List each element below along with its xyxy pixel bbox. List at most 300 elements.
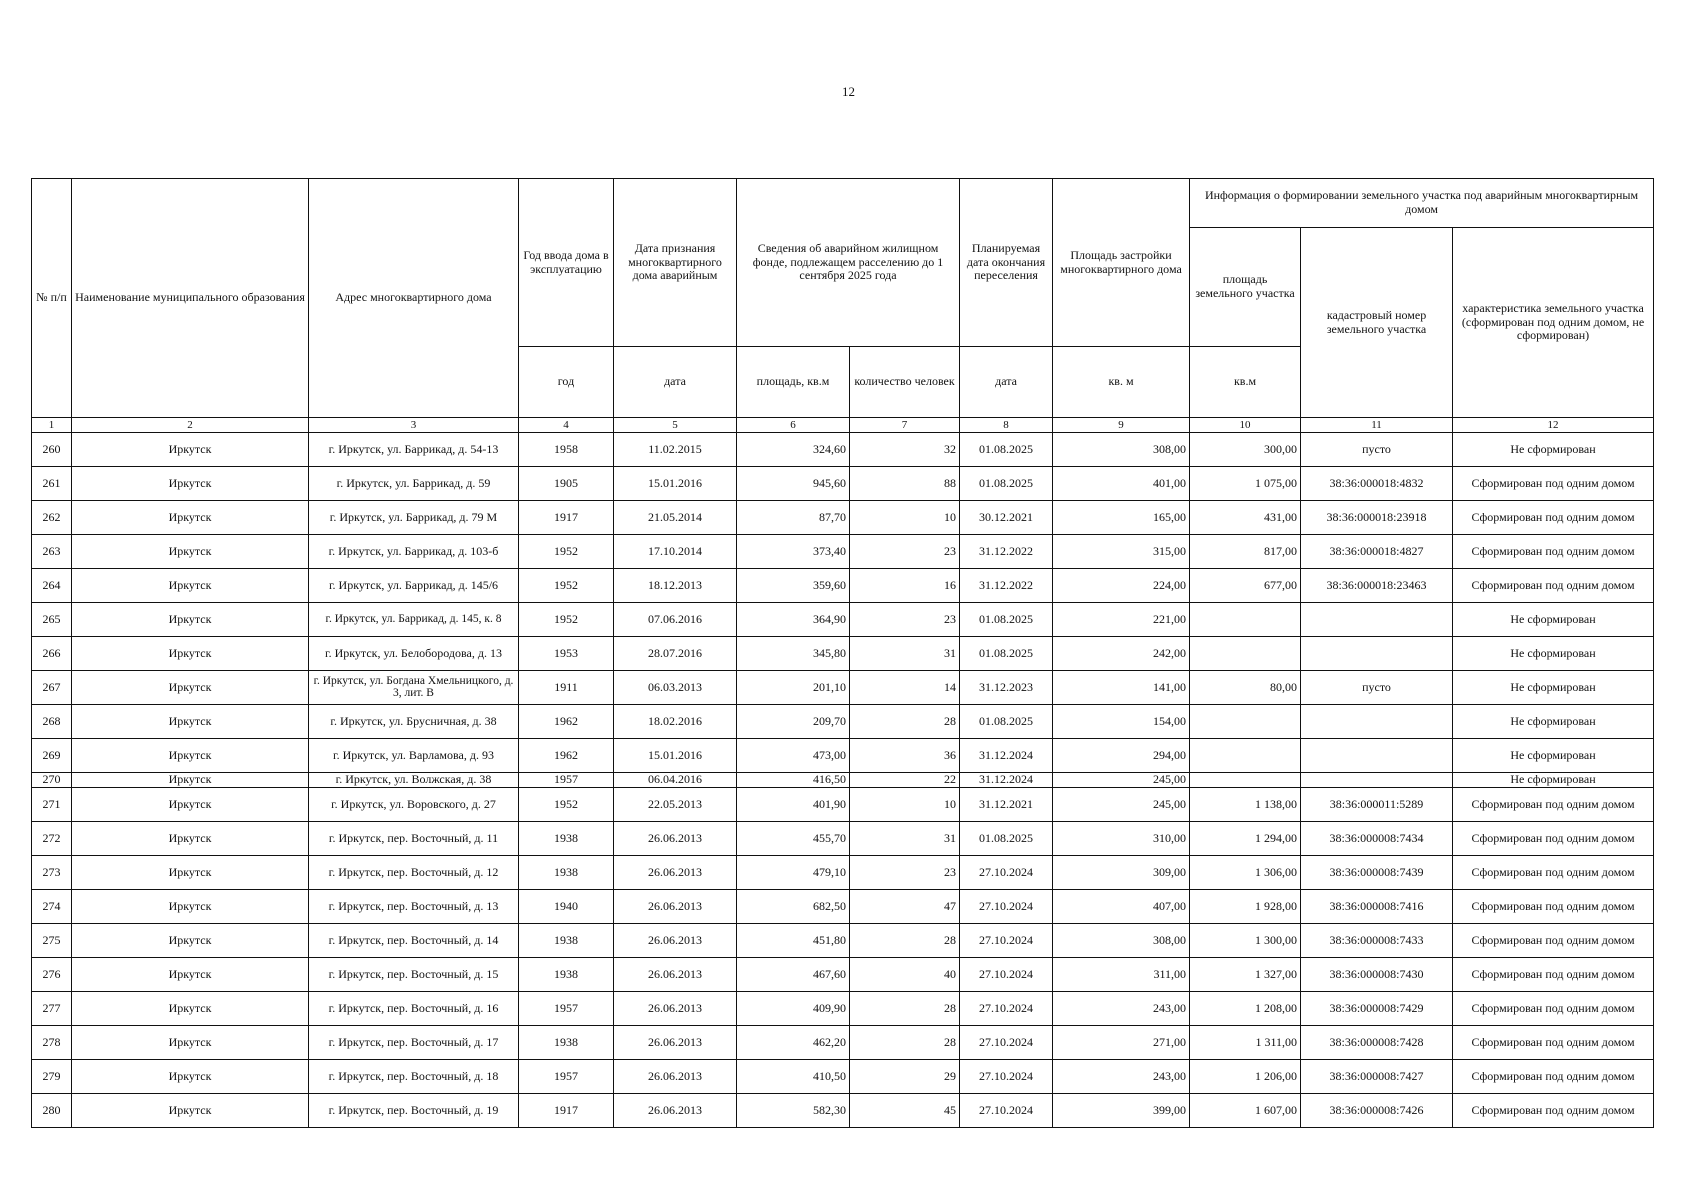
cell-row-number: 265 <box>32 603 72 637</box>
cell-address: г. Иркутск, пер. Восточный, д. 19 <box>309 1094 519 1128</box>
cell-people: 47 <box>850 890 960 924</box>
cell-land-status: Сформирован под одним домом <box>1453 924 1654 958</box>
cell-people: 32 <box>850 433 960 467</box>
cell-land-area <box>1190 705 1301 739</box>
cell-building-area: 401,00 <box>1053 467 1190 501</box>
cell-row-number: 272 <box>32 822 72 856</box>
table-row <box>32 671 1654 705</box>
cell-address: г. Иркутск, пер. Восточный, д. 17 <box>309 1026 519 1060</box>
cell-year: 1938 <box>519 958 614 992</box>
cell-year: 1952 <box>519 535 614 569</box>
cell-area: 201,10 <box>737 671 850 705</box>
cell-area: 209,70 <box>737 705 850 739</box>
cell-area: 324,60 <box>737 433 850 467</box>
cell-land-area <box>1190 739 1301 773</box>
cell-land-area <box>1190 773 1301 788</box>
cell-cadastral-number: пусто <box>1301 433 1453 467</box>
cell-municipality: Иркутск <box>72 705 309 739</box>
cell-area: 416,50 <box>737 773 850 788</box>
cell-area: 345,80 <box>737 637 850 671</box>
column-number: 5 <box>614 418 737 433</box>
cell-address: г. Иркутск, ул. Богдана Хмельницкого, д. 3, лит. В <box>309 671 519 705</box>
cell-row-number: 270 <box>32 773 72 788</box>
cell-building-area: 243,00 <box>1053 1060 1190 1094</box>
cell-land-status: Сформирован под одним домом <box>1453 1026 1654 1060</box>
cell-land-status: Сформирован под одним домом <box>1453 569 1654 603</box>
column-number: 8 <box>960 418 1053 433</box>
cell-land-area: 1 928,00 <box>1190 890 1301 924</box>
cell-cadastral-number <box>1301 637 1453 671</box>
cell-row-number: 280 <box>32 1094 72 1128</box>
cell-year: 1938 <box>519 856 614 890</box>
cell-cadastral-number <box>1301 773 1453 788</box>
cell-address: г. Иркутск, ул. Баррикад, д. 145, к. 8 <box>309 603 519 637</box>
cell-municipality: Иркутск <box>72 569 309 603</box>
cell-cadastral-number: 38:36:000008:7426 <box>1301 1094 1453 1128</box>
cell-land-area: 1 311,00 <box>1190 1026 1301 1060</box>
cell-year: 1917 <box>519 1094 614 1128</box>
cell-area: 359,60 <box>737 569 850 603</box>
cell-emergency-date: 26.06.2013 <box>614 1060 737 1094</box>
cell-area: 582,30 <box>737 1094 850 1128</box>
cell-emergency-date: 26.06.2013 <box>614 822 737 856</box>
cell-people: 36 <box>850 739 960 773</box>
cell-people: 29 <box>850 1060 960 1094</box>
cell-people: 16 <box>850 569 960 603</box>
table-row <box>32 705 1654 739</box>
cell-planned-date: 01.08.2025 <box>960 705 1053 739</box>
cell-building-area: 310,00 <box>1053 822 1190 856</box>
unit-date: дата <box>614 347 737 418</box>
emergency-housing-table <box>31 178 1654 1128</box>
table-row <box>32 890 1654 924</box>
cell-emergency-date: 15.01.2016 <box>614 467 737 501</box>
unit-area: площадь, кв.м <box>737 347 850 418</box>
table-row <box>32 924 1654 958</box>
cell-municipality: Иркутск <box>72 637 309 671</box>
unit-land-area: кв.м <box>1190 347 1301 418</box>
cell-emergency-date: 06.04.2016 <box>614 773 737 788</box>
cell-emergency-date: 22.05.2013 <box>614 788 737 822</box>
cell-land-area: 677,00 <box>1190 569 1301 603</box>
cell-municipality: Иркутск <box>72 788 309 822</box>
cell-year: 1938 <box>519 1026 614 1060</box>
header-land-info: Информация о формировании земельного участка под аварийным многоквартирным домом <box>1190 179 1654 228</box>
cell-row-number: 277 <box>32 992 72 1026</box>
cell-row-number: 268 <box>32 705 72 739</box>
cell-year: 1938 <box>519 822 614 856</box>
cell-land-status: Не сформирован <box>1453 433 1654 467</box>
cell-address: г. Иркутск, ул. Варламова, д. 93 <box>309 739 519 773</box>
table-row <box>32 501 1654 535</box>
cell-area: 401,90 <box>737 788 850 822</box>
cell-cadastral-number: 38:36:000018:4832 <box>1301 467 1453 501</box>
cell-cadastral-number: 38:36:000018:23918 <box>1301 501 1453 535</box>
cell-planned-date: 30.12.2021 <box>960 501 1053 535</box>
cell-people: 88 <box>850 467 960 501</box>
cell-municipality: Иркутск <box>72 958 309 992</box>
cell-building-area: 311,00 <box>1053 958 1190 992</box>
table-row <box>32 773 1654 788</box>
cell-emergency-date: 26.06.2013 <box>614 992 737 1026</box>
cell-year: 1962 <box>519 705 614 739</box>
cell-cadastral-number: 38:36:000011:5289 <box>1301 788 1453 822</box>
column-number: 12 <box>1453 418 1654 433</box>
cell-building-area: 245,00 <box>1053 773 1190 788</box>
cell-address: г. Иркутск, ул. Белобородова, д. 13 <box>309 637 519 671</box>
cell-address: г. Иркутск, пер. Восточный, д. 11 <box>309 822 519 856</box>
header-planned-date: Планируемая дата окончания переселения <box>960 179 1053 347</box>
cell-area: 87,70 <box>737 501 850 535</box>
cell-people: 40 <box>850 958 960 992</box>
cell-municipality: Иркутск <box>72 822 309 856</box>
cell-land-status: Не сформирован <box>1453 739 1654 773</box>
cell-municipality: Иркутск <box>72 739 309 773</box>
table-row <box>32 958 1654 992</box>
cell-row-number: 276 <box>32 958 72 992</box>
header-emergency-date: Дата признания многоквартирного дома аварийным <box>614 179 737 347</box>
cell-emergency-date: 21.05.2014 <box>614 501 737 535</box>
cell-year: 1957 <box>519 992 614 1026</box>
cell-area: 373,40 <box>737 535 850 569</box>
cell-people: 31 <box>850 822 960 856</box>
cell-emergency-date: 26.06.2013 <box>614 1026 737 1060</box>
cell-address: г. Иркутск, ул. Брусничная, д. 38 <box>309 705 519 739</box>
header-municipality: Наименование муниципального образования <box>72 179 309 418</box>
cell-cadastral-number: 38:36:000008:7429 <box>1301 992 1453 1026</box>
cell-land-status: Сформирован под одним домом <box>1453 1060 1654 1094</box>
cell-people: 23 <box>850 535 960 569</box>
column-number: 9 <box>1053 418 1190 433</box>
cell-emergency-date: 11.02.2015 <box>614 433 737 467</box>
cell-land-status: Сформирован под одним домом <box>1453 958 1654 992</box>
cell-row-number: 269 <box>32 739 72 773</box>
cell-year: 1957 <box>519 773 614 788</box>
cell-emergency-date: 07.06.2016 <box>614 603 737 637</box>
cell-municipality: Иркутск <box>72 467 309 501</box>
cell-planned-date: 27.10.2024 <box>960 856 1053 890</box>
cell-address: г. Иркутск, пер. Восточный, д. 14 <box>309 924 519 958</box>
cell-people: 10 <box>850 501 960 535</box>
cell-land-status: Сформирован под одним домом <box>1453 1094 1654 1128</box>
cell-building-area: 221,00 <box>1053 603 1190 637</box>
table-row <box>32 992 1654 1026</box>
header-cadastral-number: кадастровый номер земельного участка <box>1301 228 1453 418</box>
cell-row-number: 264 <box>32 569 72 603</box>
cell-land-status: Не сформирован <box>1453 637 1654 671</box>
cell-people: 23 <box>850 603 960 637</box>
cell-people: 23 <box>850 856 960 890</box>
cell-building-area: 245,00 <box>1053 788 1190 822</box>
table-row <box>32 788 1654 822</box>
cell-address: г. Иркутск, пер. Восточный, д. 18 <box>309 1060 519 1094</box>
cell-row-number: 263 <box>32 535 72 569</box>
cell-emergency-date: 26.06.2013 <box>614 890 737 924</box>
unit-build-area: кв. м <box>1053 347 1190 418</box>
cell-land-area <box>1190 603 1301 637</box>
cell-land-area: 1 306,00 <box>1190 856 1301 890</box>
cell-municipality: Иркутск <box>72 890 309 924</box>
cell-area: 479,10 <box>737 856 850 890</box>
cell-building-area: 315,00 <box>1053 535 1190 569</box>
cell-building-area: 165,00 <box>1053 501 1190 535</box>
cell-cadastral-number: 38:36:000008:7439 <box>1301 856 1453 890</box>
cell-land-area: 1 138,00 <box>1190 788 1301 822</box>
cell-municipality: Иркутск <box>72 603 309 637</box>
cell-municipality: Иркутск <box>72 433 309 467</box>
cell-row-number: 271 <box>32 788 72 822</box>
cell-planned-date: 01.08.2025 <box>960 603 1053 637</box>
cell-land-status: Не сформирован <box>1453 671 1654 705</box>
cell-land-area: 817,00 <box>1190 535 1301 569</box>
cell-people: 28 <box>850 924 960 958</box>
cell-building-area: 271,00 <box>1053 1026 1190 1060</box>
cell-land-area: 80,00 <box>1190 671 1301 705</box>
cell-land-status: Не сформирован <box>1453 773 1654 788</box>
cell-land-area: 1 300,00 <box>1190 924 1301 958</box>
cell-municipality: Иркутск <box>72 1060 309 1094</box>
cell-municipality: Иркутск <box>72 992 309 1026</box>
cell-emergency-date: 06.03.2013 <box>614 671 737 705</box>
cell-land-status: Сформирован под одним домом <box>1453 788 1654 822</box>
cell-address: г. Иркутск, пер. Восточный, д. 16 <box>309 992 519 1026</box>
cell-cadastral-number: 38:36:000008:7430 <box>1301 958 1453 992</box>
table-row <box>32 856 1654 890</box>
cell-land-status: Сформирован под одним домом <box>1453 890 1654 924</box>
cell-cadastral-number: 38:36:000018:4827 <box>1301 535 1453 569</box>
cell-planned-date: 27.10.2024 <box>960 992 1053 1026</box>
table-header <box>32 179 1654 433</box>
table-row <box>32 569 1654 603</box>
cell-building-area: 224,00 <box>1053 569 1190 603</box>
cell-land-area: 1 607,00 <box>1190 1094 1301 1128</box>
cell-area: 945,60 <box>737 467 850 501</box>
cell-planned-date: 27.10.2024 <box>960 890 1053 924</box>
cell-area: 473,00 <box>737 739 850 773</box>
column-number: 1 <box>32 418 72 433</box>
cell-planned-date: 27.10.2024 <box>960 1094 1053 1128</box>
cell-building-area: 242,00 <box>1053 637 1190 671</box>
cell-land-area <box>1190 637 1301 671</box>
cell-year: 1953 <box>519 637 614 671</box>
cell-address: г. Иркутск, ул. Баррикад, д. 79 М <box>309 501 519 535</box>
cell-emergency-date: 28.07.2016 <box>614 637 737 671</box>
cell-planned-date: 27.10.2024 <box>960 958 1053 992</box>
cell-planned-date: 31.12.2022 <box>960 535 1053 569</box>
header-row-number: № п/п <box>32 179 72 418</box>
cell-area: 410,50 <box>737 1060 850 1094</box>
cell-land-status: Сформирован под одним домом <box>1453 535 1654 569</box>
cell-year: 1905 <box>519 467 614 501</box>
cell-emergency-date: 26.06.2013 <box>614 924 737 958</box>
cell-year: 1958 <box>519 433 614 467</box>
cell-emergency-date: 18.02.2016 <box>614 705 737 739</box>
cell-year: 1938 <box>519 924 614 958</box>
cell-year: 1917 <box>519 501 614 535</box>
table-row <box>32 467 1654 501</box>
column-number: 4 <box>519 418 614 433</box>
cell-emergency-date: 26.06.2013 <box>614 1094 737 1128</box>
cell-land-area: 1 206,00 <box>1190 1060 1301 1094</box>
header-land-area: площадь земельного участка <box>1190 228 1301 347</box>
unit-people: количество человек <box>850 347 960 418</box>
cell-year: 1952 <box>519 603 614 637</box>
cell-people: 22 <box>850 773 960 788</box>
cell-building-area: 309,00 <box>1053 856 1190 890</box>
cell-land-area: 431,00 <box>1190 501 1301 535</box>
cell-land-area: 1 075,00 <box>1190 467 1301 501</box>
cell-planned-date: 31.12.2024 <box>960 773 1053 788</box>
unit-year: год <box>519 347 614 418</box>
cell-address: г. Иркутск, ул. Воровского, д. 27 <box>309 788 519 822</box>
cell-building-area: 407,00 <box>1053 890 1190 924</box>
cell-municipality: Иркутск <box>72 671 309 705</box>
table-row <box>32 1060 1654 1094</box>
cell-row-number: 261 <box>32 467 72 501</box>
cell-cadastral-number: 38:36:000008:7427 <box>1301 1060 1453 1094</box>
cell-year: 1940 <box>519 890 614 924</box>
cell-area: 409,90 <box>737 992 850 1026</box>
cell-building-area: 308,00 <box>1053 433 1190 467</box>
cell-year: 1952 <box>519 569 614 603</box>
cell-building-area: 308,00 <box>1053 924 1190 958</box>
cell-cadastral-number: 38:36:000008:7416 <box>1301 890 1453 924</box>
cell-year: 1962 <box>519 739 614 773</box>
table-row <box>32 535 1654 569</box>
cell-area: 455,70 <box>737 822 850 856</box>
cell-cadastral-number: 38:36:000008:7433 <box>1301 924 1453 958</box>
cell-row-number: 262 <box>32 501 72 535</box>
cell-planned-date: 27.10.2024 <box>960 1026 1053 1060</box>
cell-municipality: Иркутск <box>72 773 309 788</box>
cell-emergency-date: 26.06.2013 <box>614 856 737 890</box>
cell-people: 45 <box>850 1094 960 1128</box>
cell-planned-date: 31.12.2022 <box>960 569 1053 603</box>
unit-plan-date: дата <box>960 347 1053 418</box>
header-land-status: характеристика земельного участка (сформирован под одним домом, не сформирован) <box>1453 228 1654 418</box>
cell-row-number: 260 <box>32 433 72 467</box>
cell-address: г. Иркутск, ул. Волжская, д. 38 <box>309 773 519 788</box>
cell-land-area: 1 294,00 <box>1190 822 1301 856</box>
cell-building-area: 399,00 <box>1053 1094 1190 1128</box>
cell-planned-date: 01.08.2025 <box>960 467 1053 501</box>
column-number: 6 <box>737 418 850 433</box>
cell-planned-date: 31.12.2023 <box>960 671 1053 705</box>
cell-cadastral-number <box>1301 603 1453 637</box>
cell-address: г. Иркутск, ул. Баррикад, д. 103-б <box>309 535 519 569</box>
cell-people: 28 <box>850 705 960 739</box>
cell-address: г. Иркутск, ул. Баррикад, д. 59 <box>309 467 519 501</box>
cell-people: 28 <box>850 1026 960 1060</box>
cell-land-area: 1 208,00 <box>1190 992 1301 1026</box>
cell-land-status: Не сформирован <box>1453 705 1654 739</box>
cell-municipality: Иркутск <box>72 924 309 958</box>
cell-municipality: Иркутск <box>72 1026 309 1060</box>
cell-year: 1911 <box>519 671 614 705</box>
cell-land-status: Не сформирован <box>1453 603 1654 637</box>
cell-building-area: 154,00 <box>1053 705 1190 739</box>
cell-cadastral-number: пусто <box>1301 671 1453 705</box>
header-building-area: Площадь застройки многоквартирного дома <box>1053 179 1190 347</box>
cell-people: 28 <box>850 992 960 1026</box>
cell-row-number: 267 <box>32 671 72 705</box>
cell-planned-date: 01.08.2025 <box>960 637 1053 671</box>
cell-cadastral-number: 38:36:000008:7434 <box>1301 822 1453 856</box>
cell-municipality: Иркутск <box>72 535 309 569</box>
table-row <box>32 603 1654 637</box>
cell-land-status: Сформирован под одним домом <box>1453 501 1654 535</box>
cell-municipality: Иркутск <box>72 501 309 535</box>
page-number: 12 <box>842 84 855 99</box>
table-row <box>32 1094 1654 1128</box>
cell-area: 467,60 <box>737 958 850 992</box>
cell-address: г. Иркутск, ул. Баррикад, д. 54-13 <box>309 433 519 467</box>
cell-land-status: Сформирован под одним домом <box>1453 822 1654 856</box>
column-number: 2 <box>72 418 309 433</box>
cell-area: 462,20 <box>737 1026 850 1060</box>
cell-building-area: 243,00 <box>1053 992 1190 1026</box>
table-row <box>32 739 1654 773</box>
cell-municipality: Иркутск <box>72 856 309 890</box>
cell-building-area: 294,00 <box>1053 739 1190 773</box>
cell-row-number: 278 <box>32 1026 72 1060</box>
cell-emergency-date: 17.10.2014 <box>614 535 737 569</box>
cell-emergency-date: 15.01.2016 <box>614 739 737 773</box>
cell-cadastral-number <box>1301 739 1453 773</box>
cell-land-status: Сформирован под одним домом <box>1453 856 1654 890</box>
cell-cadastral-number <box>1301 705 1453 739</box>
cell-emergency-date: 18.12.2013 <box>614 569 737 603</box>
cell-planned-date: 31.12.2024 <box>960 739 1053 773</box>
cell-land-area: 1 327,00 <box>1190 958 1301 992</box>
cell-address: г. Иркутск, пер. Восточный, д. 13 <box>309 890 519 924</box>
cell-land-area: 300,00 <box>1190 433 1301 467</box>
cell-address: г. Иркутск, ул. Баррикад, д. 145/6 <box>309 569 519 603</box>
cell-area: 364,90 <box>737 603 850 637</box>
column-number: 3 <box>309 418 519 433</box>
table-body <box>32 433 1654 1128</box>
cell-area: 682,50 <box>737 890 850 924</box>
table-row <box>32 822 1654 856</box>
column-numbers-row <box>32 418 1654 433</box>
header-address: Адрес многоквартирного дома <box>309 179 519 418</box>
cell-planned-date: 01.08.2025 <box>960 433 1053 467</box>
cell-people: 10 <box>850 788 960 822</box>
cell-address: г. Иркутск, пер. Восточный, д. 12 <box>309 856 519 890</box>
cell-area: 451,80 <box>737 924 850 958</box>
table-row <box>32 637 1654 671</box>
cell-year: 1952 <box>519 788 614 822</box>
column-number: 11 <box>1301 418 1453 433</box>
cell-cadastral-number: 38:36:000008:7428 <box>1301 1026 1453 1060</box>
cell-people: 14 <box>850 671 960 705</box>
cell-row-number: 274 <box>32 890 72 924</box>
table-row <box>32 1026 1654 1060</box>
cell-municipality: Иркутск <box>72 1094 309 1128</box>
cell-people: 31 <box>850 637 960 671</box>
table-row <box>32 433 1654 467</box>
cell-planned-date: 27.10.2024 <box>960 924 1053 958</box>
cell-emergency-date: 26.06.2013 <box>614 958 737 992</box>
cell-row-number: 273 <box>32 856 72 890</box>
cell-land-status: Сформирован под одним домом <box>1453 992 1654 1026</box>
cell-land-status: Сформирован под одним домом <box>1453 467 1654 501</box>
cell-planned-date: 27.10.2024 <box>960 1060 1053 1094</box>
cell-row-number: 279 <box>32 1060 72 1094</box>
cell-row-number: 275 <box>32 924 72 958</box>
cell-planned-date: 31.12.2021 <box>960 788 1053 822</box>
cell-address: г. Иркутск, пер. Восточный, д. 15 <box>309 958 519 992</box>
